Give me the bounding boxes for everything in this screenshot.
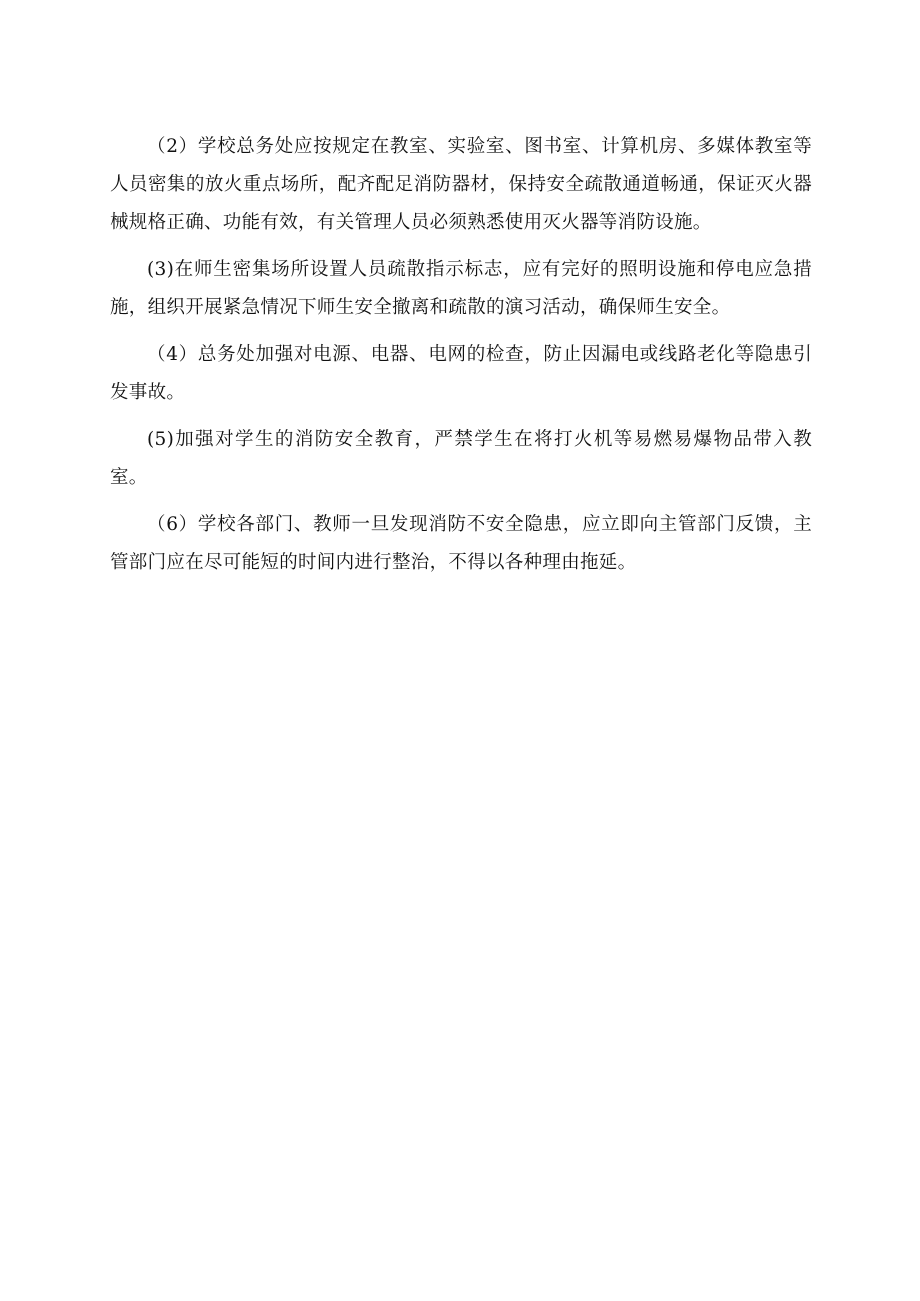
paragraph-item-5: (5)加强对学生的消防安全教育，严禁学生在将打火机等易燃易爆物品带入教室。 xyxy=(110,429,812,488)
paragraph-item-2: （2）学校总务处应按规定在教室、实验室、图书室、计算机房、多媒体教室等人员密集的放火重点场所，配齐配足消防器材，保持安全疏散通道畅通，保证灭火器械规格正确、功能有效，有关管理人员必须熟悉使用灭火器等消防设施。 xyxy=(110,136,812,233)
paragraph-item-4: （4）总务处加强对电源、电器、电网的检查，防止因漏电或线路老化等隐患引发事故。 xyxy=(110,344,812,403)
paragraph-item-3: (3)在师生密集场所设置人员疏散指示标志，应有完好的照明设施和停电应急措施，组织开展紧急情况下师生安全撤离和疏散的演习活动，确保师生安全。 xyxy=(110,259,812,318)
paragraph-item-6: （6）学校各部门、教师一旦发现消防不安全隐患，应立即向主管部门反馈，主管部门应在尽可能短的时间内进行整治，不得以各种理由拖延。 xyxy=(110,514,812,573)
document-body xyxy=(110,128,812,591)
